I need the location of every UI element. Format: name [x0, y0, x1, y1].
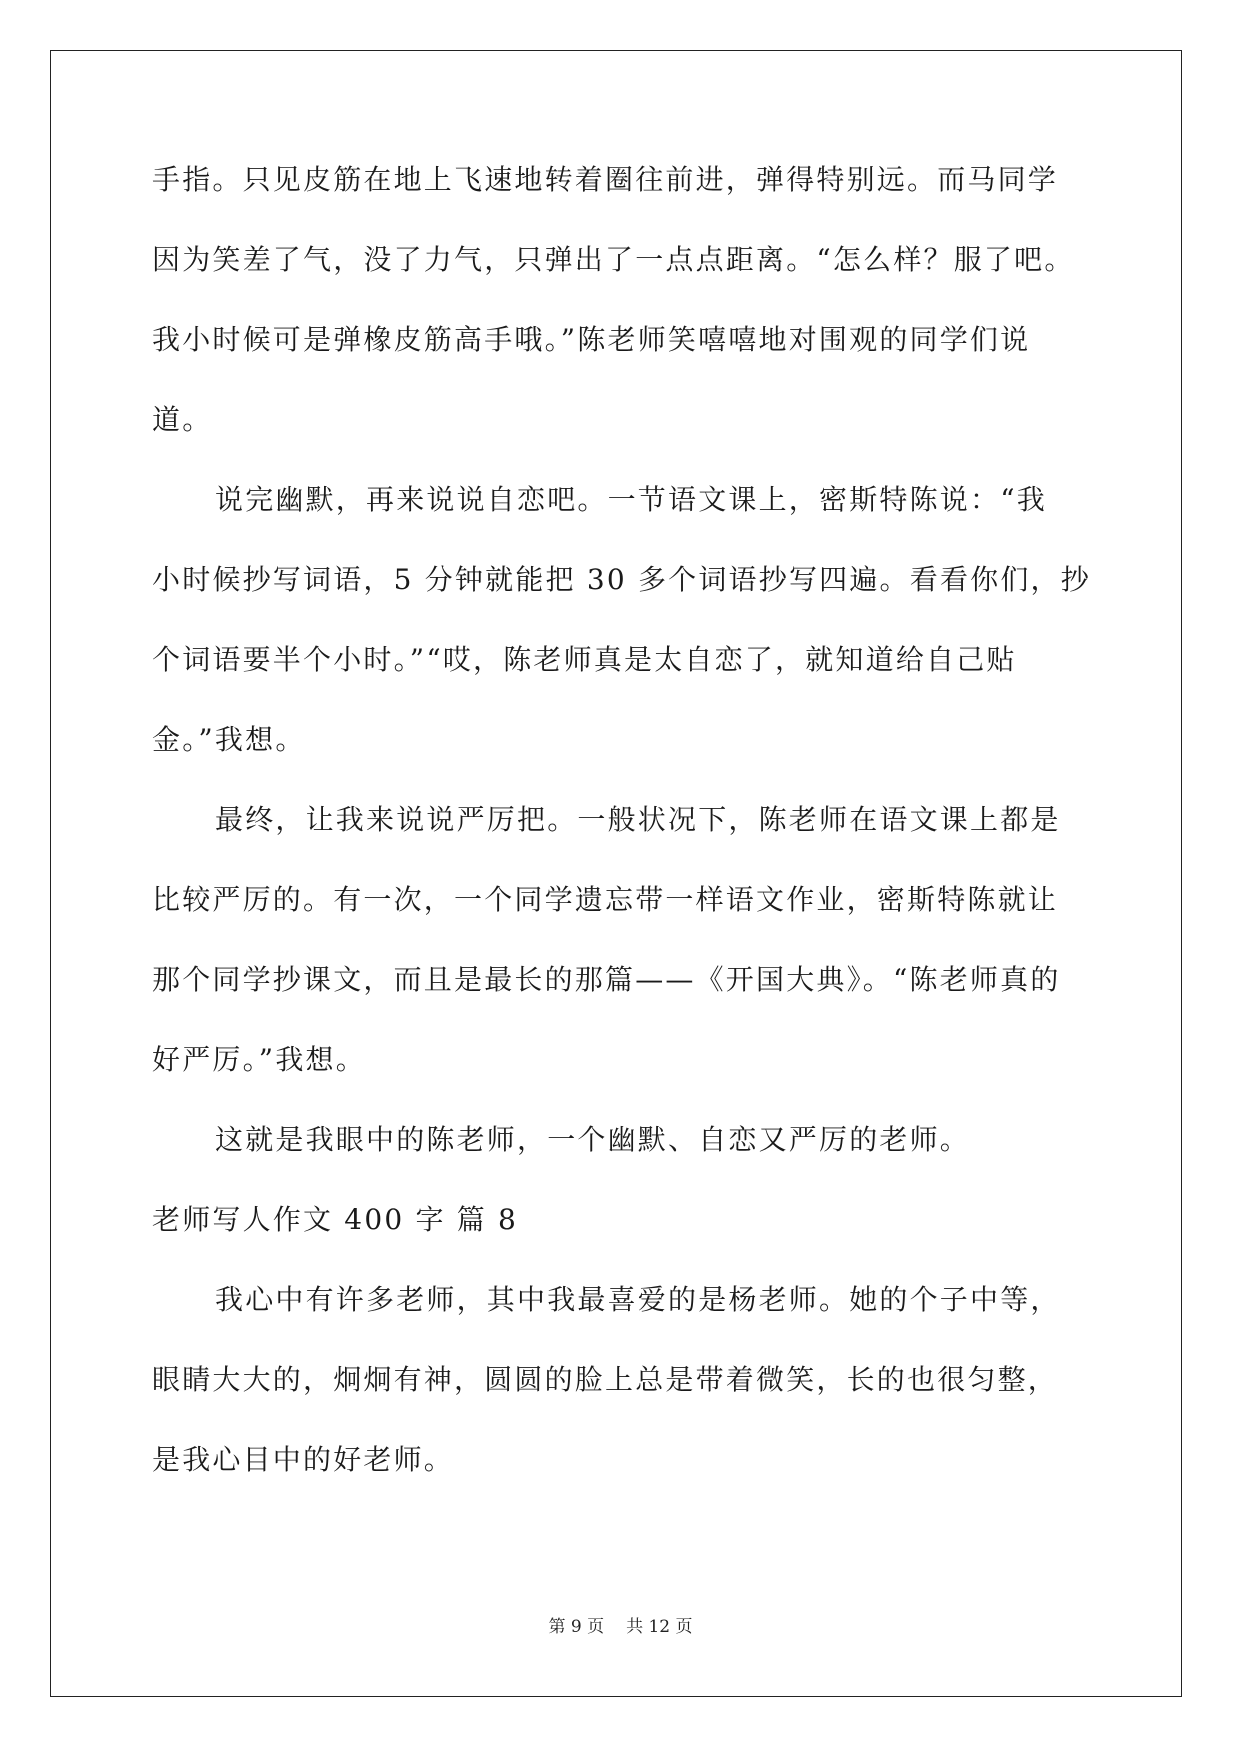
text-line: 金。”我想。 — [152, 723, 306, 756]
page-total: 共 12 页 — [626, 1617, 693, 1637]
text-line: 我小时候可是弹橡皮筋高手哦。”陈老师笑嘻嘻地对围观的同学们说 — [152, 323, 1031, 356]
text-line: 眼睛大大的，炯炯有神，圆圆的脸上总是带着微笑，长的也很匀整， — [152, 1363, 1059, 1396]
page-footer — [0, 1612, 1241, 1637]
section-heading: 老师写人作文 400 字 篇 8 — [152, 1203, 519, 1236]
page-number: 第 9 页 — [548, 1617, 605, 1637]
paragraph-start-line: 我心中有许多老师，其中我最喜爱的是杨老师。她的个子中等， — [215, 1283, 1061, 1316]
text-line: 个词语要半个小时。”“哎，陈老师真是太自恋了，就知道给自己贴 — [152, 643, 1017, 676]
text-line: 是我心目中的好老师。 — [152, 1443, 455, 1476]
text-line: 那个同学抄课文，而且是最长的那篇——《开国大典》。“陈老师真的 — [152, 963, 1061, 996]
paragraph-start-line: 这就是我眼中的陈老师，一个幽默、自恋又严厉的老师。 — [215, 1123, 971, 1156]
text-line: 比较严厉的。有一次，一个同学遗忘带一样语文作业，密斯特陈就让 — [152, 883, 1059, 916]
paragraph-start-line: 说完幽默，再来说说自恋吧。一节语文课上，密斯特陈说：“我 — [215, 483, 1047, 516]
document-body — [152, 158, 1091, 1518]
text-line: 道。 — [152, 403, 213, 436]
text-line: 好严厉。”我想。 — [152, 1043, 366, 1076]
text-line: 小时候抄写词语，5 分钟就能把 30 多个词语抄写四遍。看看你们，抄 — [152, 563, 1091, 596]
text-line: 因为笑差了气，没了力气，只弹出了一点点距离。“怎么样？服了吧。 — [152, 243, 1075, 276]
text-line: 手指。只见皮筋在地上飞速地转着圈往前进，弹得特别远。而马同学 — [152, 163, 1059, 196]
paragraph-start-line: 最终，让我来说说严厉把。一般状况下，陈老师在语文课上都是 — [215, 803, 1061, 836]
